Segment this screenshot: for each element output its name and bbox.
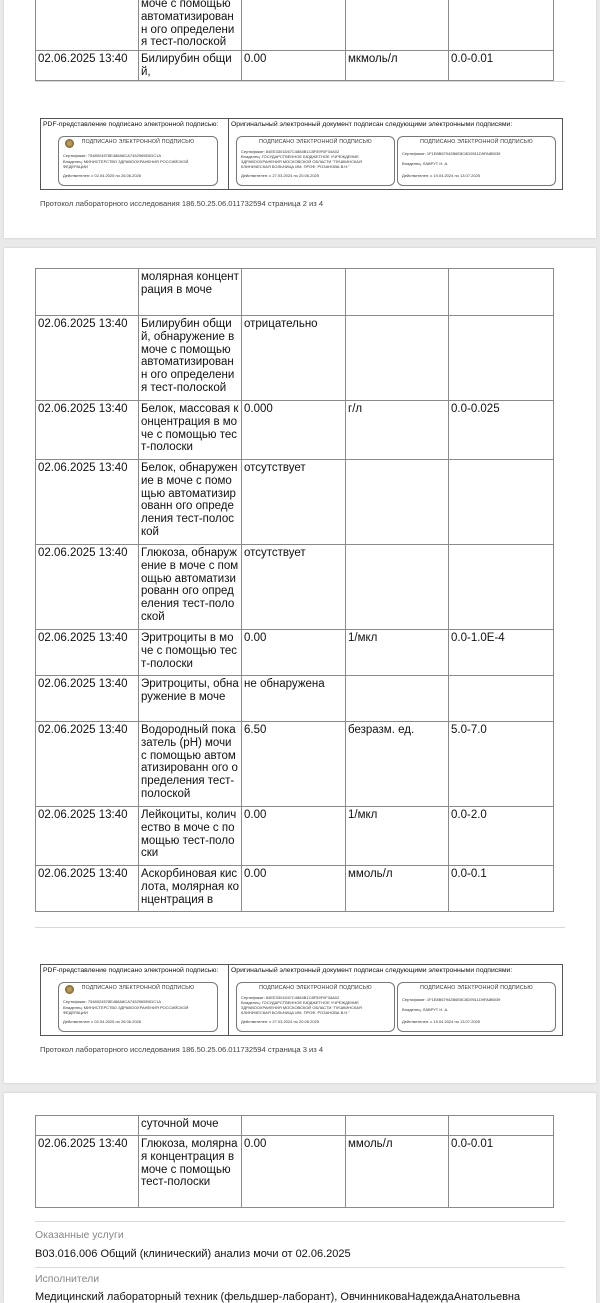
cell-test-name: Эритроциты в моче с помощью тест-полоски (139, 630, 242, 676)
cell-value: отсутствует (242, 460, 346, 545)
table-row (36, 1136, 554, 1208)
table-row (36, 1116, 554, 1136)
cell-value: 0.000 (242, 401, 346, 460)
cell-test-name: Аскорбиновая кислота, молярная концентрация в (139, 866, 242, 912)
lab-results-table (35, 0, 554, 81)
cell-ref (449, 545, 554, 630)
services-label: Оказанные услуги (35, 1229, 124, 1241)
cell-test-name: Водородный показатель (pH) мочи с помощью автоматизированн ого определения тест-полоской (139, 722, 242, 807)
cell-date (36, 0, 139, 51)
table-row (36, 0, 554, 51)
cell-test-name: Лейкоциты, количество в моче с помощью тест-полоски (139, 807, 242, 866)
cell-value: отрицательно (242, 316, 346, 401)
cell-date (36, 269, 139, 316)
cell-value: 0.00 (242, 630, 346, 676)
services-text: B03.016.006 Общий (клинический) анализ мочи от 02.06.2025 (35, 1248, 351, 1260)
cell-unit (346, 460, 449, 545)
cell-ref: 0.0-0.1 (449, 866, 554, 912)
cell-value: 0.00 (242, 1136, 346, 1208)
divider (35, 1221, 565, 1222)
cell-ref (449, 460, 554, 545)
cell-date: 02.06.2025 13:40 (36, 1136, 139, 1208)
cell-ref: 5.0-7.0 (449, 722, 554, 807)
performers-label: Исполнители (35, 1273, 100, 1285)
cell-value: 0.00 (242, 807, 346, 866)
cell-unit: ммоль/л (346, 866, 449, 912)
pdf-signature-heading: PDF-представление подписано электронной подписью: (43, 121, 219, 128)
cell-test-name: Белок, обнаружение в моче с помощью автоматизированн ого определения тест-полоской (139, 460, 242, 545)
table-row (36, 545, 554, 630)
document-page-3 (4, 248, 596, 1083)
cell-date (36, 1116, 139, 1136)
cell-test-name: моче с помощью автоматизированн ого определения тест-полоской (139, 0, 242, 51)
cell-ref: 0.0-0.025 (449, 401, 554, 460)
divider (35, 1267, 565, 1268)
cell-unit (346, 676, 449, 722)
cell-unit: 1/мкл (346, 807, 449, 866)
document-page-2 (4, 0, 596, 238)
cell-value: 6.50 (242, 722, 346, 807)
table-row (36, 316, 554, 401)
signature-stamp-ministry: ПОДПИСАНО ЭЛЕКТРОННОЙ ПОДПИСЬЮ Сертификат: 7548924578E488A8CA7452965E6DC1A Владелец: МИНИСТЕРСТВО ЗДРАВООХРАНЕНИЯ РОССИЙСКОЙ ФЕДЕРАЦИИ Действителен: с 02.04.2025 по 26.06.2026 (58, 136, 218, 186)
cell-test-name: Глюкоза, обнаружение в моче с помощью автоматизированн ого определения тест-полоской (139, 545, 242, 630)
cell-unit: ммоль/л (346, 1136, 449, 1208)
cell-date: 02.06.2025 13:40 (36, 316, 139, 401)
cell-ref (449, 316, 554, 401)
cell-unit (346, 1116, 449, 1136)
cell-value (242, 269, 346, 316)
cell-ref: 0.0-1.0E-4 (449, 630, 554, 676)
pdf-signature-heading: PDF-представление подписано электронной подписью: (43, 967, 219, 974)
signature-stamp-ministry: ПОДПИСАНО ЭЛЕКТРОННОЙ ПОДПИСЬЮ Сертификат: 7548924578E488A8CA7452965E6DC1A Владелец: МИНИСТЕРСТВО ЗДРАВООХРАНЕНИЯ РОССИЙСКОЙ ФЕДЕРАЦИИ Действителен: с 02.04.2025 по 26.06.2026 (58, 982, 218, 1032)
protocol-footer: Протокол лабораторного исследования 186.50.25.06.011732594 страница 3 из 4 (40, 1045, 324, 1054)
signature-stamp-doctor: ПОДПИСАНО ЭЛЕКТРОННОЙ ПОДПИСЬЮ Сертификат: 1F1E8B67942B6E8C8D9511D9FA8B039 Владелец: ЛАВРУТ Н. А. Действителен: с 19.04.2024 по 13.07.2025 (397, 982, 556, 1032)
table-row (36, 807, 554, 866)
table-row (36, 630, 554, 676)
cell-ref: 0.0-0.01 (449, 51, 554, 81)
cell-ref (449, 676, 554, 722)
signature-block (40, 118, 563, 190)
cell-ref: 0.0-0.01 (449, 1136, 554, 1208)
document-page-4 (4, 1093, 596, 1303)
cell-unit: 1/мкл (346, 630, 449, 676)
cell-test-name: Эритроциты, обнаружение в моче (139, 676, 242, 722)
table-row (36, 866, 554, 912)
cell-date: 02.06.2025 13:40 (36, 545, 139, 630)
signature-stamp-doctor: ПОДПИСАНО ЭЛЕКТРОННОЙ ПОДПИСЬЮ Сертификат: 1F1E8B67942B6E8C8D9511D9FA8B039 Владелец: ЛАВРУТ Н. А. Действителен: с 19.04.2024 по 13.07.2025 (397, 136, 556, 186)
cell-ref: 0.0-2.0 (449, 807, 554, 866)
cell-value (242, 1116, 346, 1136)
cell-date: 02.06.2025 13:40 (36, 460, 139, 545)
lab-results-table (35, 1115, 554, 1208)
cell-unit (346, 316, 449, 401)
cell-test-name: молярная концентрация в моче (139, 269, 242, 316)
cell-date: 02.06.2025 13:40 (36, 630, 139, 676)
divider (35, 927, 565, 928)
cell-unit: г/л (346, 401, 449, 460)
cell-value: 0.00 (242, 866, 346, 912)
cell-unit: мкмоль/л (346, 51, 449, 81)
table-row (36, 401, 554, 460)
cell-ref (449, 1116, 554, 1136)
original-signature-heading: Оригинальный электронный документ подписан следующими электронными подписями: (231, 121, 513, 128)
lab-results-table (35, 268, 554, 912)
cell-ref (449, 269, 554, 316)
table-row (36, 722, 554, 807)
cell-ref (449, 0, 554, 51)
cell-unit (346, 545, 449, 630)
cell-unit (346, 0, 449, 51)
protocol-footer: Протокол лабораторного исследования 186.50.25.06.011732594 страница 2 из 4 (40, 199, 324, 208)
cell-date: 02.06.2025 13:40 (36, 51, 139, 81)
cell-test-name: Глюкоза, молярная концентрация в моче с помощью тест-полоски (139, 1136, 242, 1208)
cell-value (242, 0, 346, 51)
performers-text: Медицинский лабораторный техник (фельдшер-лаборант), ОвчинниковаНадеждаАнатольевна (35, 1291, 521, 1303)
divider (35, 81, 565, 82)
cell-value: отсутствует (242, 545, 346, 630)
table-row (36, 51, 554, 81)
cell-value: 0.00 (242, 51, 346, 81)
cell-unit: безразм. ед. (346, 722, 449, 807)
cell-value: не обнаружена (242, 676, 346, 722)
table-row (36, 460, 554, 545)
signature-stamp-hospital: ПОДПИСАНО ЭЛЕКТРОННОЙ ПОДПИСЬЮ Сертификат: 84EE3301D67C4884B1C8F59F0F34A02 Владелец: ГОСУДАРСТВЕННОЕ БЮДЖЕТНОЕ УЧРЕЖДЕНИЕ ЗДРАВООХРАНЕНИЯ МОСКОВСКОЙ ОБЛАСТИ "ПУШКИНСКАЯ КЛИНИЧЕСКАЯ БОЛЬНИЦА ИМ. ПРОФ. РОЗАНОВА В.Н." Действителен: с 27.03.2024 по 20.06.2025 (236, 982, 395, 1032)
cell-test-name: суточной моче (139, 1116, 242, 1136)
table-row (36, 269, 554, 316)
signature-stamp-hospital: ПОДПИСАНО ЭЛЕКТРОННОЙ ПОДПИСЬЮ Сертификат: 84EE3301D67C4884B1C8F59F0F34A02 Владелец: ГОСУДАРСТВЕННОЕ БЮДЖЕТНОЕ УЧРЕЖДЕНИЕ ЗДРАВООХРАНЕНИЯ МОСКОВСКОЙ ОБЛАСТИ "ПУШКИНСКАЯ КЛИНИЧЕСКАЯ БОЛЬНИЦА ИМ. ПРОФ. РОЗАНОВА В.Н." Действителен: с 27.03.2024 по 20.06.2025 (236, 136, 395, 186)
cell-date: 02.06.2025 13:40 (36, 676, 139, 722)
original-signature-heading: Оригинальный электронный документ подписан следующими электронными подписями: (231, 967, 513, 974)
cell-test-name: Белок, массовая концентрация в моче с помощью тест-полоски (139, 401, 242, 460)
table-row (36, 676, 554, 722)
signature-block (40, 964, 563, 1036)
cell-test-name: Билирубин общий, обнаружение в моче с помощью автоматизированн ого определения тест-полоской (139, 316, 242, 401)
cell-date: 02.06.2025 13:40 (36, 722, 139, 807)
cell-date: 02.06.2025 13:40 (36, 866, 139, 912)
cell-date: 02.06.2025 13:40 (36, 401, 139, 460)
cell-date: 02.06.2025 13:40 (36, 807, 139, 866)
cell-test-name: Билирубин общий, (139, 51, 242, 81)
cell-unit (346, 269, 449, 316)
